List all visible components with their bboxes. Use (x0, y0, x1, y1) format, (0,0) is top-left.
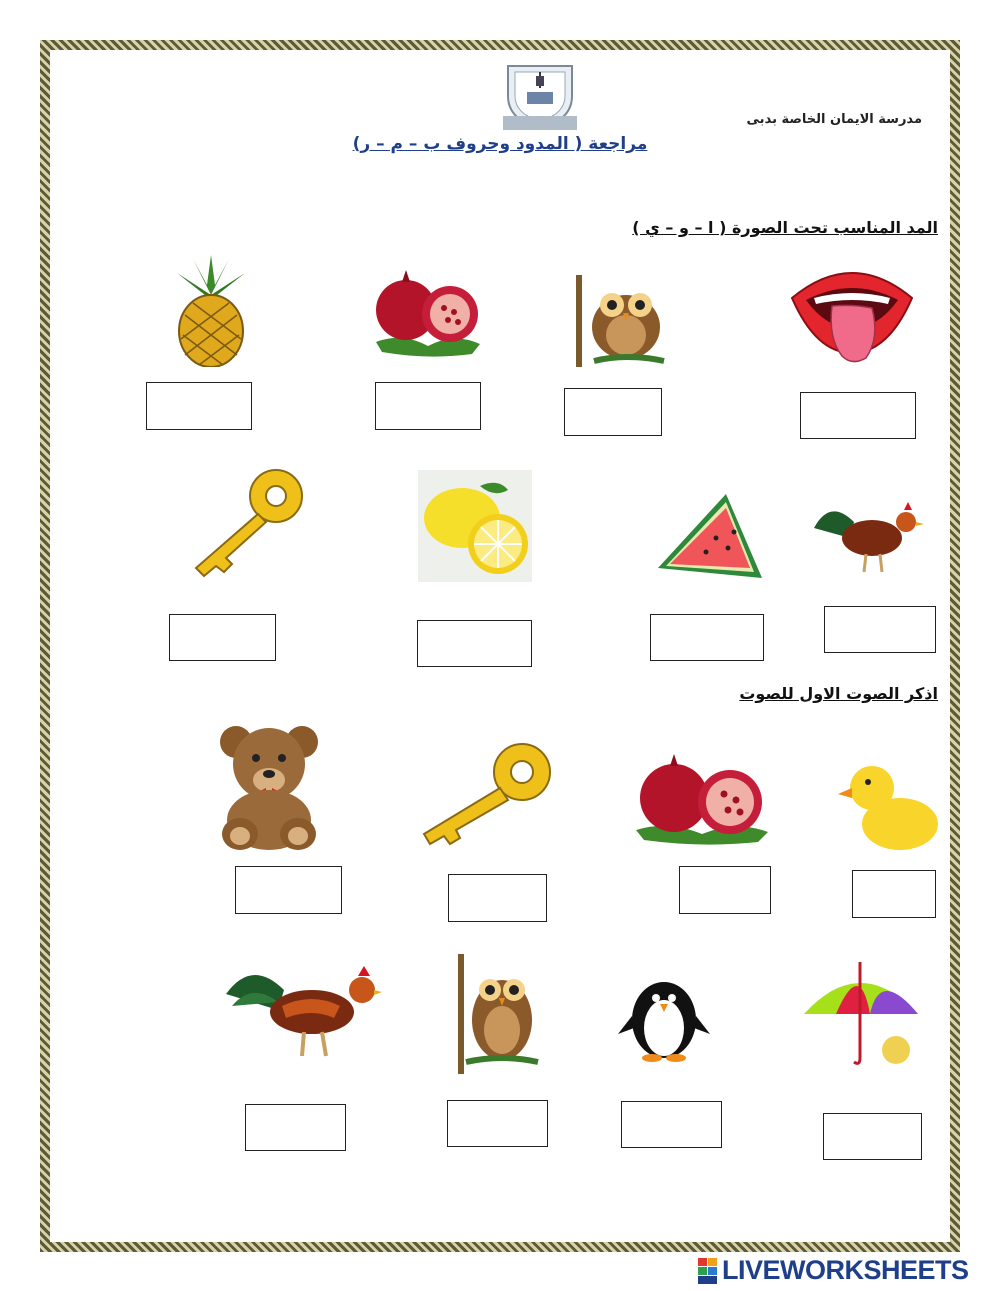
key-icon (184, 466, 308, 580)
school-logo-icon (503, 58, 577, 130)
penguin-icon (616, 970, 712, 1062)
lemon-icon (418, 470, 532, 582)
answer-box-s1-r2-4[interactable] (169, 614, 276, 661)
answer-box-s1-r2-2[interactable] (650, 614, 764, 661)
key-icon (418, 740, 558, 852)
duck-icon (838, 758, 940, 854)
school-name: مدرسة الايمان الخاصة بدبى (746, 112, 922, 127)
rooster-icon (222, 962, 382, 1060)
footer-brand: LIVEWORKSHEETS (722, 1255, 969, 1285)
watermelon-icon (656, 492, 764, 582)
answer-box-s1-r1-2[interactable] (564, 388, 662, 436)
answer-box-s1-r2-1[interactable] (824, 606, 936, 653)
answer-box-s2-r2-4[interactable] (245, 1104, 346, 1151)
teddy-bear-icon (210, 720, 328, 854)
pomegranate-icon (632, 752, 772, 848)
rooster-icon (810, 498, 926, 576)
answer-box-s1-r1-1[interactable] (800, 392, 916, 439)
answer-box-s1-r1-3[interactable] (375, 382, 481, 430)
answer-box-s1-r1-4[interactable] (146, 382, 252, 430)
answer-box-s2-r2-3[interactable] (447, 1100, 548, 1147)
answer-box-s2-r2-1[interactable] (823, 1113, 922, 1160)
answer-box-s2-r1-4[interactable] (235, 866, 342, 914)
page-title: مراجعة ( المدود وحروف ب – م – ر) (352, 134, 648, 154)
liveworksheets-logo-icon (698, 1258, 718, 1284)
answer-box-s2-r2-2[interactable] (621, 1101, 722, 1148)
section1-instruction: المد المناسب تحت الصورة ( ا – و – ي ) (632, 218, 938, 237)
answer-box-s1-r2-3[interactable] (417, 620, 532, 667)
answer-box-s2-r1-3[interactable] (448, 874, 547, 922)
section2-instruction: اذكر الصوت الاول للصوت (739, 684, 938, 703)
owl-icon (574, 275, 674, 367)
pineapple-icon (163, 255, 259, 367)
mouth-tongue-icon (788, 258, 916, 368)
pomegranate-icon (372, 262, 484, 360)
answer-box-s2-r1-1[interactable] (852, 870, 936, 918)
answer-box-s2-r1-2[interactable] (679, 866, 771, 914)
umbrella-icon (800, 958, 926, 1070)
owl-icon (456, 954, 540, 1074)
